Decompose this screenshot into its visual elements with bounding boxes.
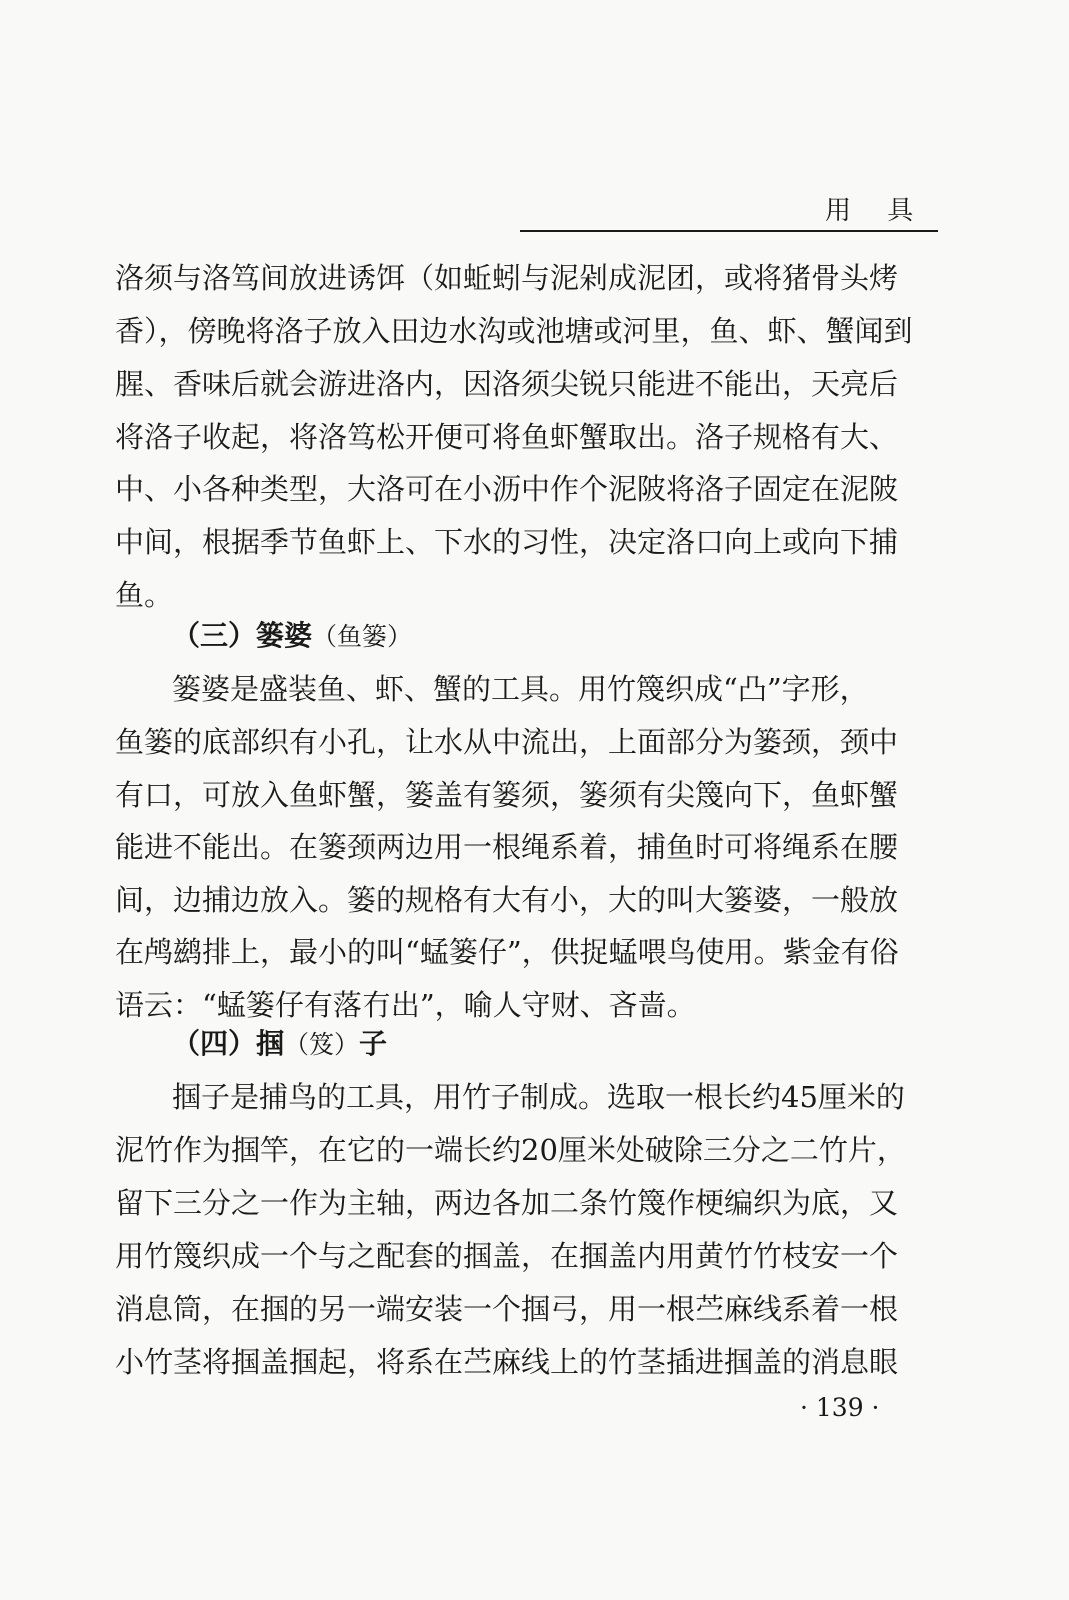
text-line: 在鸬鹚排上，最小的叫“蜢篓仔”，供捉蜢喂鸟使用。紫金有俗 bbox=[115, 935, 899, 969]
running-header-title: 用 具 bbox=[825, 196, 928, 226]
text-line: 香），傍晚将洛子放入田边水沟或池塘或河里，鱼、虾、蟹闻到 bbox=[115, 314, 913, 348]
text-line: 小竹茎将掴盖掴起，将系在苎麻线上的竹茎插进掴盖的消息眼 bbox=[115, 1345, 899, 1379]
section-title-note: （笈） bbox=[284, 1030, 360, 1059]
text-line: 语云：“蜢篓仔有落冇出”，喻人守财、吝啬。 bbox=[115, 988, 696, 1022]
text-line: 泥竹作为掴竿，在它的一端长约20厘米处破除三分之二竹片， bbox=[115, 1133, 906, 1167]
text-line: 鱼篓的底部织有小孔，让水从中流出，上面部分为篓颈，颈中 bbox=[115, 725, 899, 759]
section-title-end: 子 bbox=[359, 1027, 388, 1060]
text-line: 中间，根据季节鱼虾上、下水的习性，决定洛口向上或向下捕 bbox=[115, 525, 899, 559]
header-divider bbox=[520, 230, 938, 232]
text-line: 有口，可放入鱼虾蟹，篓盖有篓须，篓须有尖篾向下，鱼虾蟹 bbox=[115, 778, 899, 812]
text-line: 掴子是捕鸟的工具，用竹子制成。选取一根长约45厘米的 bbox=[172, 1080, 905, 1114]
text-line: 鱼。 bbox=[115, 578, 174, 612]
section-title: （三）篓婆 bbox=[172, 619, 313, 652]
text-line: 间，边捕边放入。篓的规格有大有小，大的叫大篓婆，一般放 bbox=[115, 883, 899, 917]
section-heading-4 bbox=[172, 1024, 387, 1065]
text-line: 将洛子收起，将洛笃松开便可将鱼虾蟹取出。洛子规格有大、 bbox=[115, 420, 899, 454]
text-line: 腥、香味后就会游进洛内，因洛须尖锐只能进不能出，天亮后 bbox=[115, 367, 899, 401]
text-line: 洛须与洛笃间放进诱饵（如蚯蚓与泥剁成泥团，或将猪骨头烤 bbox=[115, 261, 899, 295]
text-line: 篓婆是盛装鱼、虾、蟹的工具。用竹篾织成“凸”字形， bbox=[172, 672, 869, 706]
text-line: 消息筒，在掴的另一端安装一个掴弓，用一根苎麻线系着一根 bbox=[115, 1292, 899, 1326]
text-line: 用竹篾织成一个与之配套的掴盖，在掴盖内用黄竹竹枝安一个 bbox=[115, 1239, 899, 1273]
text-line: 中、小各种类型，大洛可在小沥中作个泥陂将洛子固定在泥陂 bbox=[115, 472, 899, 506]
text-line: 能进不能出。在篓颈两边用一根绳系着，捕鱼时可将绳系在腰 bbox=[115, 830, 899, 864]
section-title: （四）掴 bbox=[172, 1027, 285, 1060]
text-line: 留下三分之一作为主轴，两边各加二条竹篾作梗编织为底，又 bbox=[115, 1186, 899, 1220]
page-number: · 139 · bbox=[800, 1393, 880, 1422]
section-heading-3 bbox=[172, 616, 412, 657]
section-title-note: （鱼篓） bbox=[312, 622, 413, 651]
